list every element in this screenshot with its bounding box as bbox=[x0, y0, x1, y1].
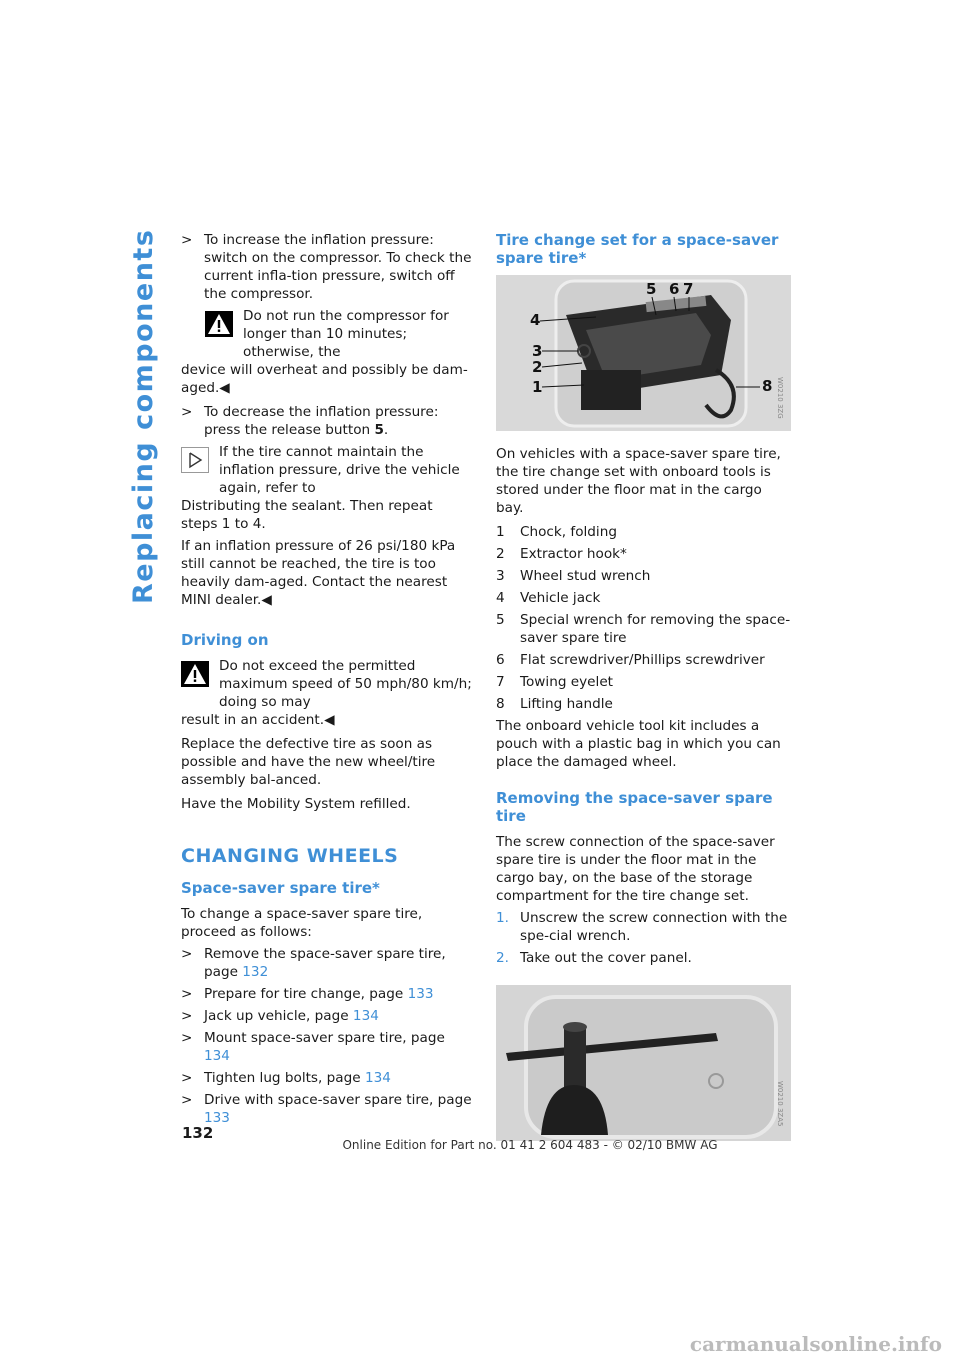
bullet-increase-pressure: > To increase the inflation pressure: switch on the compressor. To check the current infla-tion pressure, switch off the compressor. bbox=[181, 232, 472, 302]
section-heading-changing-wheels: CHANGING WHEELS bbox=[181, 845, 399, 867]
step-item: > Prepare for tire change, page 133 bbox=[181, 986, 434, 1002]
figure-label: 1 bbox=[532, 378, 543, 396]
bullet-decrease-pressure: > To decrease the inflation pressure: press the release button 5. bbox=[181, 404, 439, 438]
page-link[interactable]: 134 bbox=[352, 1008, 379, 1024]
subsection-heading-space-saver: Space-saver spare tire* bbox=[181, 879, 380, 897]
page-link[interactable]: 132 bbox=[242, 964, 269, 980]
footer-edition: Online Edition for Part no. 01 41 2 604 483 - © 02/10 BMW AG bbox=[342, 1138, 718, 1152]
removing-step: 1. Unscrew the screw connection with the spe-cial wrench. bbox=[496, 910, 788, 944]
side-title bbox=[118, 226, 162, 606]
figure-label: 7 bbox=[683, 280, 694, 298]
figure-label: 8 bbox=[762, 377, 773, 395]
tool-item: 5 Special wrench for removing the space-saver spare tire bbox=[496, 612, 791, 646]
removing-heading: Removing the space-saver spare tire bbox=[496, 789, 773, 825]
removing-step: 2. Take out the cover panel. bbox=[496, 950, 692, 966]
warning-icon bbox=[205, 311, 233, 337]
tool-item: 2 Extractor hook* bbox=[496, 546, 627, 562]
step-item: > Jack up vehicle, page 134 bbox=[181, 1008, 379, 1024]
tool-item: 6 Flat screwdriver/Phillips screwdriver bbox=[496, 652, 765, 668]
figure-code: W0210 3ZG bbox=[776, 377, 784, 419]
special-wrench-illustration bbox=[496, 985, 791, 1141]
removing-paragraph: The screw connection of the space-saver spare tire is under the floor mat in the cargo bay, on the base of the storage compartment for the tire change set. bbox=[496, 834, 775, 904]
note-arrow-icon bbox=[181, 447, 209, 473]
watermark: carmanualsonline.info bbox=[689, 1332, 942, 1356]
end-mark: ◀ bbox=[219, 380, 230, 396]
warning-compressor: Do not run the compressor for longer than 10 minutes; otherwise, the device will overheat and possibly be dam-aged.◀ bbox=[181, 308, 468, 396]
tool-item: 8 Lifting handle bbox=[496, 696, 613, 712]
right-column bbox=[496, 231, 792, 1141]
tool-kit-paragraph: The onboard vehicle tool kit includes a pouch with a plastic bag in which you can place the damaged wheel. bbox=[496, 718, 781, 770]
tool-items-list bbox=[496, 523, 792, 713]
tool-item: 3 Wheel stud wrench bbox=[496, 568, 651, 584]
page-link[interactable]: 134 bbox=[204, 1048, 230, 1064]
left-column bbox=[181, 231, 473, 1131]
figure-code: W0210 3ZA5 bbox=[776, 1081, 784, 1127]
warning-icon bbox=[181, 661, 209, 687]
tire-change-set-intro: On vehicles with a space-saver spare tire, the tire change set with onboard tools is stored under the floor mat in the cargo bay. bbox=[496, 446, 781, 516]
steps-list bbox=[181, 945, 473, 1127]
para-refill: Have the Mobility System refilled. bbox=[181, 796, 411, 812]
warning-speed: Do not exceed the permitted maximum speed of 50 mph/80 km/h; doing so may result in an accident.◀ bbox=[181, 658, 472, 728]
page-link[interactable]: 133 bbox=[407, 986, 434, 1002]
side-title-text: Replacing components bbox=[128, 228, 159, 604]
note-tire-pressure: If the tire cannot maintain the inflation pressure, drive the vehicle again, refer to Distributing the sealant. Then repeat steps 1 to 4. bbox=[181, 444, 460, 532]
page-link[interactable]: 133 bbox=[204, 1110, 230, 1126]
tool-item: 1 Chock, folding bbox=[496, 524, 617, 540]
page-number: 132 bbox=[182, 1124, 214, 1142]
step-item: > Remove the space-saver spare tire, page 132 bbox=[181, 946, 446, 980]
step-item: > Drive with space-saver spare tire, page 133 bbox=[181, 1092, 472, 1126]
cover-panel-figure bbox=[496, 985, 791, 1141]
tool-item: 7 Towing eyelet bbox=[496, 674, 614, 690]
figure-label: 3 bbox=[532, 342, 543, 360]
removing-steps-list bbox=[496, 909, 792, 967]
tire-change-set-heading: Tire change set for a space-saver spare tire* bbox=[496, 231, 779, 267]
figure-label: 6 bbox=[669, 280, 680, 298]
step-item: > Mount space-saver spare tire, page 134 bbox=[181, 1030, 445, 1064]
tool-item: 4 Vehicle jack bbox=[496, 590, 601, 606]
intro-space-saver: To change a space-saver spare tire, proceed as follows: bbox=[181, 906, 423, 940]
para-replace-tire: Replace the defective tire as soon as possible and have the new wheel/tire assembly bal-anced. bbox=[181, 736, 436, 788]
figure-label: 2 bbox=[532, 358, 543, 376]
step-item: > Tighten lug bolts, page 134 bbox=[181, 1070, 391, 1086]
figure-label: 4 bbox=[530, 311, 541, 329]
driving-on-heading: Driving on bbox=[181, 631, 269, 649]
page-link[interactable]: 134 bbox=[364, 1070, 391, 1086]
tire-change-set-figure bbox=[496, 275, 791, 431]
figure-label: 5 bbox=[646, 280, 657, 298]
note-paragraph: If an inflation pressure of 26 psi/180 kPa still cannot be reached, the tire is too heavily dam-aged. Contact the nearest MINI dealer.◀ bbox=[181, 538, 456, 608]
